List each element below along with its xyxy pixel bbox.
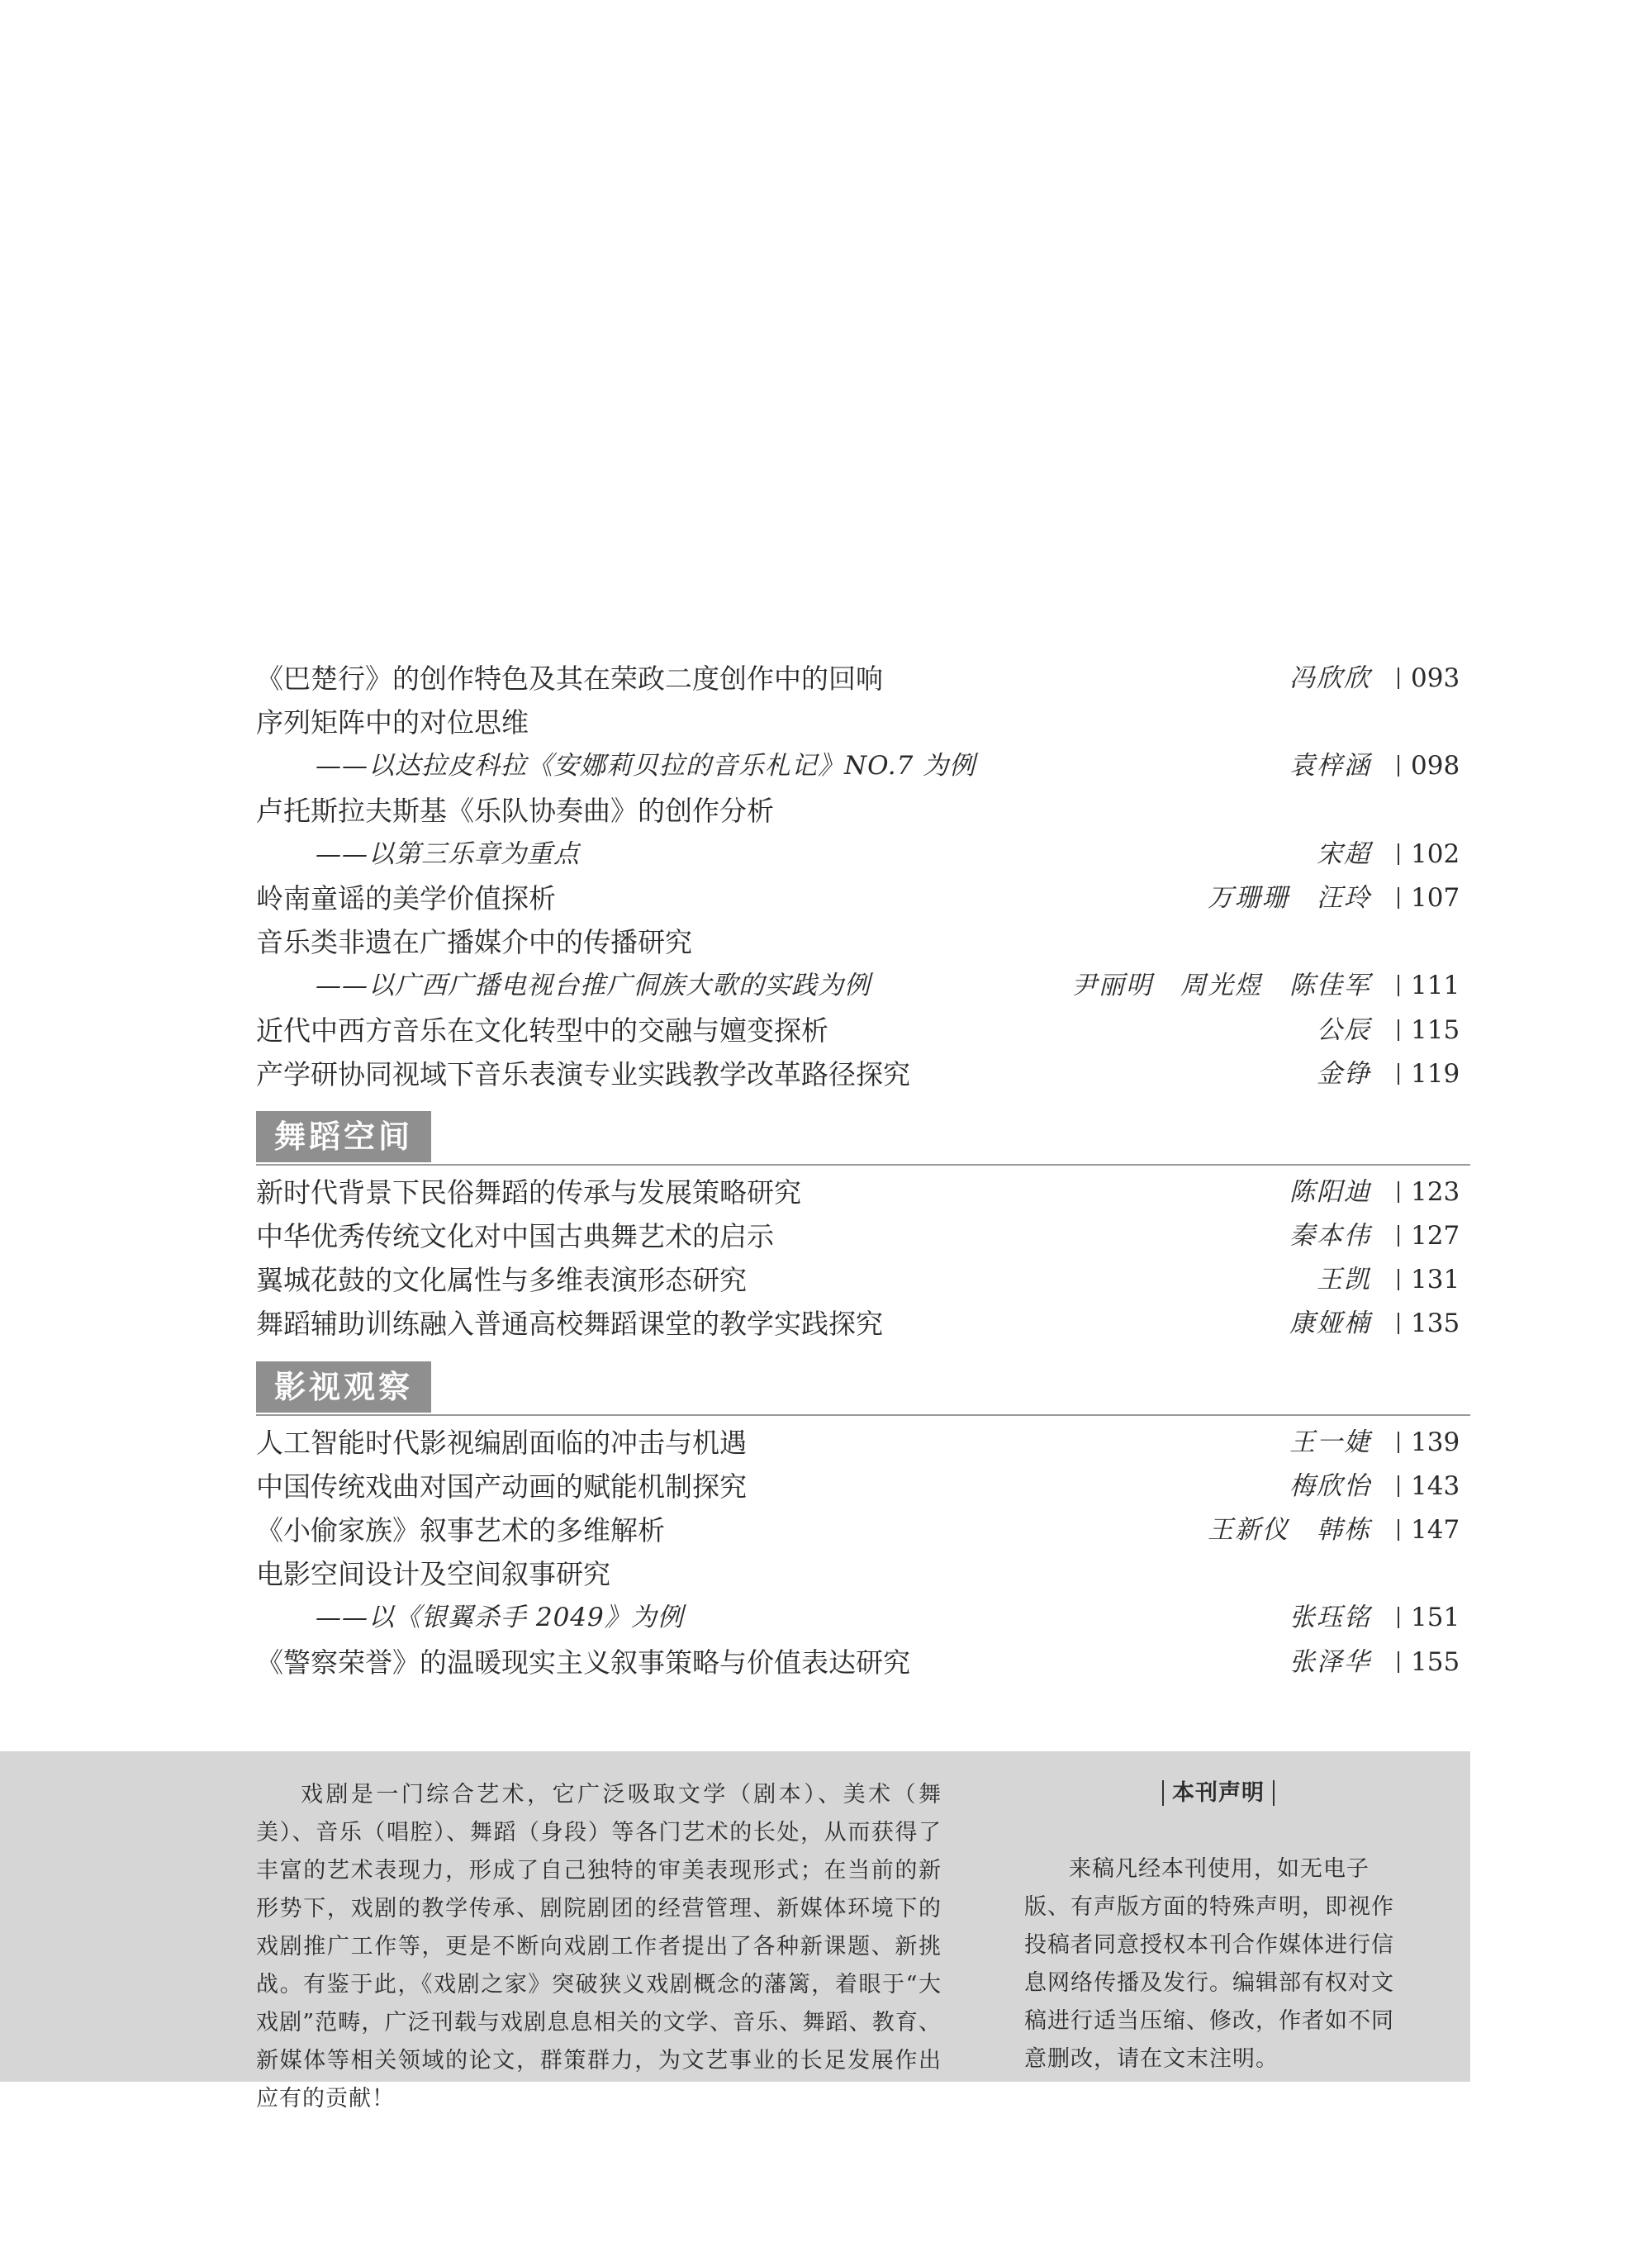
toc-entry-row [256,1302,1470,1346]
section-header-film [256,1361,1470,1416]
entry-page-number: 131 [1398,1258,1470,1302]
toc-entry-row [256,1421,1470,1465]
introduction-text: 戏剧是一门综合艺术，它广泛吸取文学（剧本）、美术（舞美）、音乐（唱腔）、舞蹈（身段）等各门艺术的长处，从而获得了丰富的艺术表现力，形成了自己独特的审美表现形式；在当前的新形势下，戏剧的教学传承、剧院剧团的经营管理、新媒体环境下的戏剧推广工作等，更是不断向戏剧工作者提出了各种新课题、新挑战。有鉴于此，《戏剧之家》突破狭义戏剧概念的藩篱，着眼于“大戏剧”范畴，广泛刊载与戏剧息息相关的文学、音乐、舞蹈、教育、新媒体等相关领域的论文，群策群力，为文艺事业的长足发展作出应有的贡献！ [256,1782,942,2111]
section-title: 影视观察 [256,1361,431,1413]
journal-introduction [256,1776,942,2118]
entry-author: 宋超 [1317,838,1371,869]
entry-title: 序列矩阵中的对位思维 [256,706,529,739]
entry-author: 梅欣怡 [1289,1470,1371,1501]
toc-entry-row [256,789,1470,833]
entry-title: 《警察荣誉》的温暖现实主义叙事策略与价值表达研究 [256,1646,910,1679]
toc-entry-row [256,1052,1470,1096]
entry-title: 卢托斯拉夫斯基《乐队协奏曲》的创作分析 [256,794,774,827]
entry-author: 万珊珊 汪玲 [1208,882,1371,913]
entry-author: 金铮 [1317,1058,1371,1089]
statement-heading [1024,1774,1412,1812]
section-header-dance [256,1111,1470,1166]
section-divider [256,1164,1470,1166]
toc-entry-row [256,657,1470,701]
entry-title: 《小偷家族》叙事艺术的多维解析 [256,1514,665,1546]
entry-page-number: 115 [1398,1009,1470,1052]
entry-title: ——以《银翼杀手 2049》为例 [316,1603,684,1633]
toc-group-dance [256,1171,1470,1347]
statement-text: 来稿凡经本刊使用，如无电子版、有声版方面的特殊声明，即视作投稿者同意授权本刊合作媒体进行信息网络传播及发行。编辑部有权对文稿进行适当压缩、修改，作者如不同意删改，请在文末注明。 [1024,1856,1394,2072]
entry-author: 陈阳迪 [1289,1176,1371,1207]
toc-entry-row [256,1552,1470,1596]
entry-page-number: 098 [1398,744,1470,788]
toc-entry-row [256,1171,1470,1214]
entry-page-number: 127 [1398,1214,1470,1258]
entry-author: 张珏铭 [1289,1603,1371,1633]
entry-title: ——以广西广播电视台推广侗族大歌的实践为例 [316,971,871,1001]
toc-entry-row [256,1009,1470,1052]
toc-entry-row [256,1641,1470,1684]
entry-author: 张泽华 [1289,1646,1371,1677]
table-of-contents [256,657,1470,1684]
entry-page-number: 107 [1398,876,1470,920]
toc-group-film [256,1421,1470,1684]
entry-author: 康娅楠 [1289,1309,1371,1339]
entry-page-number: 155 [1398,1641,1470,1684]
entry-author: 王一婕 [1289,1427,1371,1457]
toc-subtitle-row [256,744,1470,788]
entry-title: ——以达拉皮科拉《安娜莉贝拉的音乐札记》NO.7 为例 [316,751,976,781]
entry-author: 公辰 [1317,1014,1371,1045]
toc-subtitle-row [256,833,1470,876]
entry-title: 《巴楚行》的创作特色及其在荣政二度创作中的回响 [256,663,883,695]
entry-author: 尹丽明 周光煜 陈佳军 [1071,971,1371,1001]
toc-entry-row [256,1214,1470,1258]
toc-entry-row [256,876,1470,920]
entry-author: 袁梓涵 [1289,751,1371,781]
toc-group-music [256,657,1470,1096]
entry-title: 人工智能时代影视编剧面临的冲击与机遇 [256,1426,747,1459]
entry-title: 产学研协同视域下音乐表演专业实践教学改革路径探究 [256,1057,910,1090]
entry-title: 近代中西方音乐在文化转型中的交融与嬗变探析 [256,1014,828,1047]
entry-author: 秦本伟 [1289,1221,1371,1252]
toc-subtitle-row [256,1596,1470,1640]
entry-author: 冯欣欣 [1289,663,1371,693]
section-title: 舞蹈空间 [256,1111,431,1162]
entry-title: ——以第三乐章为重点 [316,838,580,869]
entry-title: 音乐类非遗在广播媒介中的传播研究 [256,926,692,959]
entry-page-number: 135 [1398,1302,1470,1346]
entry-page-number: 143 [1398,1465,1470,1508]
statement-heading-label: 本刊声明 [1162,1780,1275,1806]
entry-page-number: 093 [1398,657,1470,701]
entry-title: 岭南童谣的美学价值探析 [256,881,556,914]
toc-entry-row [256,701,1470,744]
toc-entry-row [256,1508,1470,1552]
entry-title: 中华优秀传统文化对中国古典舞艺术的启示 [256,1220,774,1253]
entry-page-number: 151 [1398,1596,1470,1640]
entry-title: 翼城花鼓的文化属性与多维表演形态研究 [256,1264,747,1297]
entry-title: 中国传统戏曲对国产动画的赋能机制探究 [256,1470,747,1503]
journal-statement [1024,1774,1412,2078]
toc-entry-row [256,1258,1470,1302]
entry-page-number: 111 [1398,964,1470,1008]
entry-page-number: 139 [1398,1421,1470,1465]
entry-title: 舞蹈辅助训练融入普通高校舞蹈课堂的教学实践探究 [256,1308,883,1341]
toc-entry-row [256,1465,1470,1508]
entry-page-number: 147 [1398,1508,1470,1552]
notice-panel [0,1751,1470,2111]
entry-author: 王新仪 韩栋 [1208,1515,1371,1545]
entry-title: 电影空间设计及空间叙事研究 [256,1558,610,1591]
toc-subtitle-row [256,964,1470,1008]
toc-entry-row [256,920,1470,964]
entry-page-number: 123 [1398,1171,1470,1214]
entry-page-number: 102 [1398,833,1470,876]
section-divider [256,1414,1470,1416]
entry-page-number: 119 [1398,1052,1470,1096]
entry-title: 新时代背景下民俗舞蹈的传承与发展策略研究 [256,1176,801,1209]
entry-author: 王凯 [1317,1265,1371,1295]
